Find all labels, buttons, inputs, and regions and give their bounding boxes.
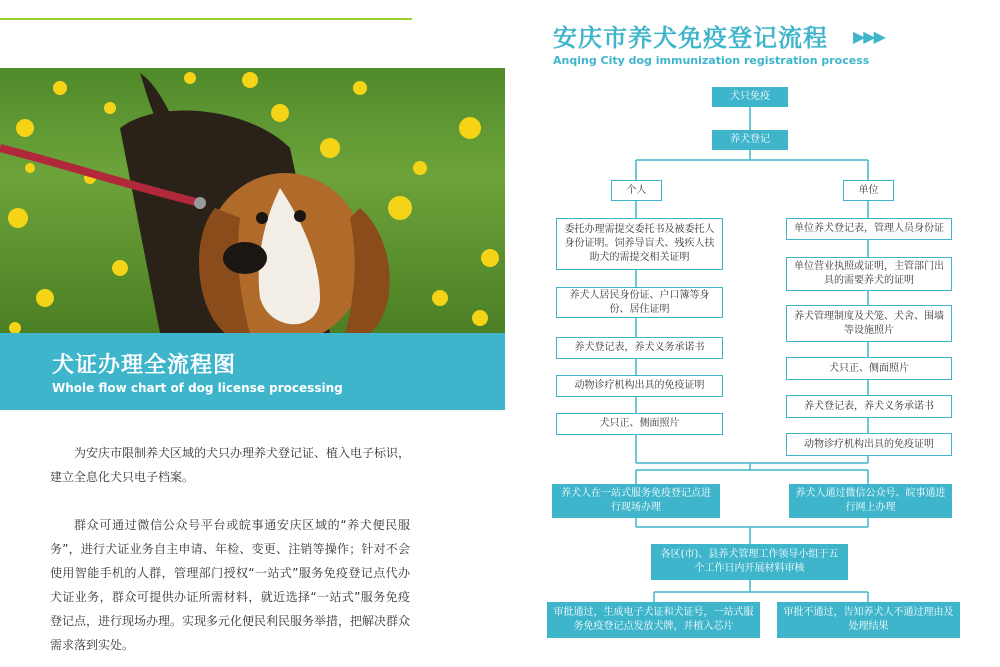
step-dog-registration: 养犬登记 [712, 130, 788, 150]
step-dog-immunization: 犬只免疫 [712, 87, 788, 107]
rejected-result: 审批不通过，告知养犬人不通过理由及处理结果 [777, 602, 960, 638]
unit-item-4: 犬只正、侧面照片 [786, 357, 952, 380]
individual-item-2: 养犬人居民身份证、户口簿等身份、居住证明 [556, 287, 723, 318]
intro-paragraph-1: 为安庆市限制养犬区域的犬只办理养犬登记证、植入电子标识，建立全息化犬只电子档案。 [50, 446, 411, 484]
unit-item-3: 养犬管理制度及犬笼、犬舍、围墙等设施照片 [786, 305, 952, 342]
onsite-processing: 养犬人在一站式服务免疫登记点进行现场办理 [552, 484, 720, 518]
banner-title: 犬证办理全流程图 [52, 353, 237, 378]
unit-item-2: 单位营业执照或证明，主管部门出具的需要养犬的证明 [786, 257, 952, 291]
individual-item-3: 养犬登记表，养犬义务承诺书 [556, 337, 723, 359]
flow-title: 安庆市养犬免疫登记流程 [553, 24, 828, 52]
branch-unit: 单位 [843, 180, 894, 201]
unit-item-5: 养犬登记表，养犬义务承诺书 [786, 395, 952, 418]
material-review: 各区(市)、县养犬管理工作领导小组于五个工作日内开展材料审核 [651, 544, 848, 580]
flow-subtitle: Anqing City dog immunization registration process [553, 54, 870, 67]
unit-item-1: 单位养犬登记表，管理人员身份证 [786, 218, 952, 240]
online-processing: 养犬人通过微信公众号、皖事通进行网上办理 [789, 484, 952, 518]
banner-subtitle: Whole flow chart of dog license processing [52, 381, 343, 395]
branch-individual: 个人 [611, 180, 662, 201]
approved-result: 审批通过，生成电子犬证和犬证号，一站式服务免疫登记点发放犬牌，并植入芯片 [547, 602, 760, 638]
unit-item-6: 动物诊疗机构出具的免疫证明 [786, 433, 952, 456]
individual-item-5: 犬只正、侧面照片 [556, 413, 723, 435]
intro-paragraph-2: 群众可通过微信公众号平台或皖事通安庆区域的“养犬便民服务”，进行犬证业务自主申请、年检、变更、注销等操作；针对不会使用智能手机的人群，管理部门授权“一站式”服务免疫登记点代办犬证业务，群众可提供办证所需材料，就近选择“一站式”服务免疫登记点，进行现场办理。实现多元化便民利民服务举措，把解决群众需求落到实处。 [50, 518, 411, 652]
triple-arrow-icon: ▶▶▶ [853, 27, 884, 46]
individual-item-4: 动物诊疗机构出具的免疫证明 [556, 375, 723, 397]
individual-item-1: 委托办理需提交委托书及被委托人身份证明。饲养导盲犬、残疾人扶助犬的需提交相关证明 [556, 218, 723, 270]
